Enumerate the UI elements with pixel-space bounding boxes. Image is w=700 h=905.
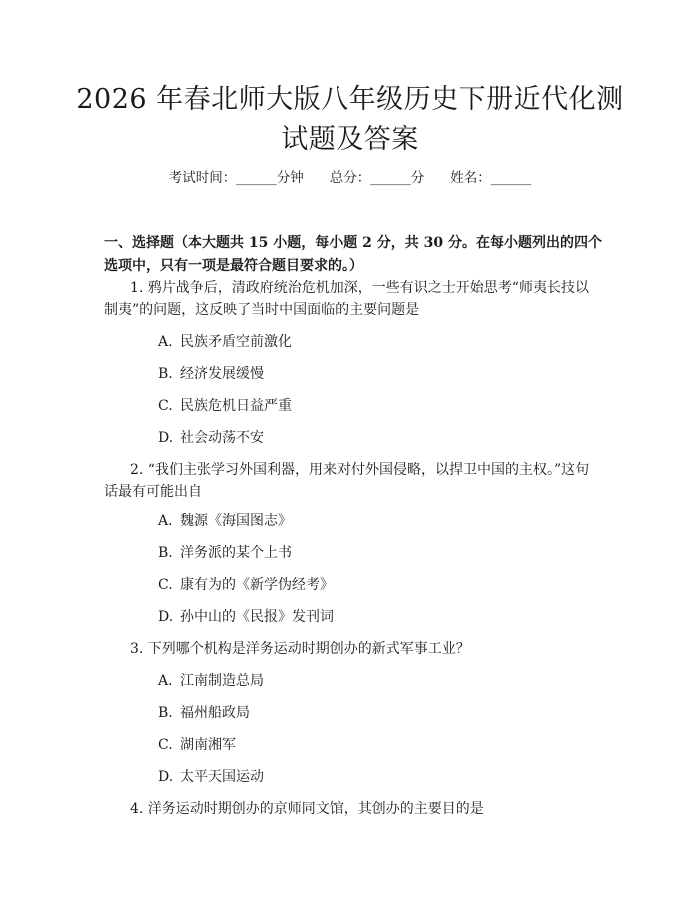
option-letter: C. <box>158 398 173 414</box>
question-4-stem: 4. 洋务运动时期创办的京师同文馆，其创办的主要目的是 <box>130 801 484 817</box>
title-line-2: 试题及答案 <box>281 124 419 155</box>
option-letter: B. <box>158 705 173 721</box>
score-label: 总分： <box>329 170 371 186</box>
option-letter: B. <box>158 366 173 382</box>
option-text: 洋务派的某个上书 <box>180 545 292 561</box>
question-1-option-b <box>158 363 264 385</box>
option-text: 经济发展缓慢 <box>180 366 264 382</box>
section-heading: 一、选择题（本大题共 15 小题，每小题 2 分，共 30 分。在每小题列出的四个选项中，只有一项是最符合题目要求的。） <box>104 235 602 274</box>
score-blank: ______ <box>370 170 411 186</box>
question-3-option-d <box>158 766 264 788</box>
question-2-option-c <box>158 574 334 596</box>
question-1-option-c <box>158 395 292 417</box>
option-letter: D. <box>158 769 174 785</box>
question-3-stem: 3. 下列哪个机构是洋务运动时期创办的新式军事工业？ <box>130 641 470 657</box>
option-text: 孙中山的《民报》发刊词 <box>180 609 334 625</box>
option-text: 社会动荡不安 <box>180 430 264 446</box>
option-text: 民族矛盾空前激化 <box>180 334 292 350</box>
exam-info <box>0 168 700 188</box>
option-letter: A. <box>158 513 173 529</box>
option-letter: A. <box>158 334 173 350</box>
option-text: 湖南湘军 <box>180 737 236 753</box>
name-blank: ______ <box>490 170 532 186</box>
time-label: 考试时间： <box>168 170 237 186</box>
option-letter: B. <box>158 545 173 561</box>
option-text: 太平天国运动 <box>180 769 264 785</box>
question-3-option-c <box>158 734 236 756</box>
question-1-stem: 1. 鸦片战争后，清政府统治危机加深，一些有识之士开始思考“师夷长技以制夷”的问题，这反映了当时中国面临的主要问题是 <box>104 280 589 318</box>
option-text: 江南制造总局 <box>180 673 264 689</box>
option-text: 福州船政局 <box>180 705 250 721</box>
score-unit: 分 <box>410 170 425 186</box>
question-2-stem: 2. “我们主张学习外国利器，用来对付外国侵略，以捍卫中国的主权。”这句话最有可能出自 <box>104 462 590 500</box>
question-2-option-d <box>158 606 334 628</box>
question-3-option-a <box>158 670 264 692</box>
option-text: 魏源《海国图志》 <box>180 513 292 529</box>
option-text: 民族危机日益严重 <box>180 398 292 414</box>
question-1-option-d <box>158 427 264 449</box>
name-label: 姓名： <box>450 170 491 186</box>
time-blank: ______ <box>236 170 277 186</box>
question-3-option-b <box>158 702 250 724</box>
question-2-option-a <box>158 510 292 532</box>
option-text: 康有为的《新学伪经考》 <box>180 577 334 593</box>
option-letter: C. <box>158 577 173 593</box>
option-letter: D. <box>158 430 174 446</box>
time-unit: 分钟 <box>276 170 304 186</box>
document-title <box>60 80 640 160</box>
question-2-option-b <box>158 542 292 564</box>
question-1-option-a <box>158 331 292 353</box>
title-line-1: 2026 年春北师大版八年级历史下册近代化测 <box>76 84 624 115</box>
option-letter: C. <box>158 737 173 753</box>
option-letter: A. <box>158 673 173 689</box>
option-letter: D. <box>158 609 174 625</box>
